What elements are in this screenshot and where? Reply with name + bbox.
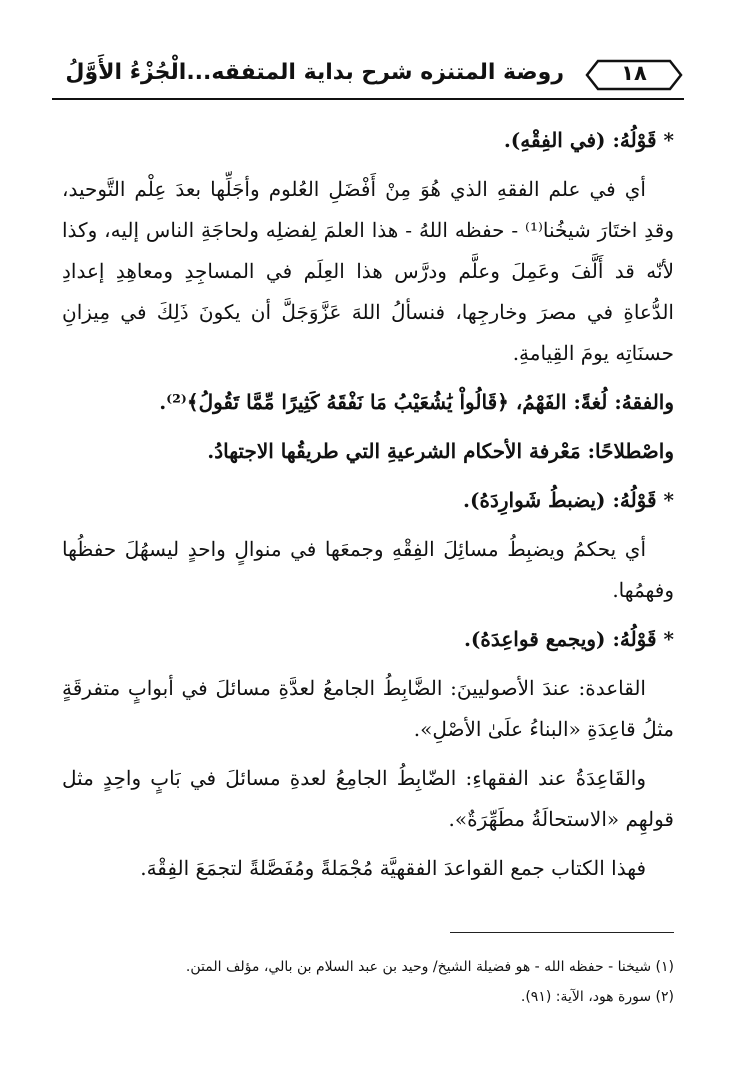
paragraph-1: أي في علم الفقهِ الذي هُوَ مِنْ أَفْضَلِ العُلوم وأجَلِّها بعدَ عِلْم التَّوحيد، وقدِ اختَارَ شيخُنا⁽¹⁾ - حفظه اللهُ - هذا العلمَ لِفضلِه ولحاجَةِ الناس إليه، وكذا لأنّه قد أَلَّفَ وعَمِلَ وعلَّم ودرَّس هذا العِلَم في المساجِدِ ومعاهِدِ إعدادِ الدُّعاةِ في مصرَ وخارجِها، فنسألُ اللهَ عَزَّوَجَلَّ أن يكونَ ذَلِكَ في مِيزانِ حسنَاتِه يومَ القِيامةِ. xyxy=(62,177,674,365)
footnote-divider xyxy=(450,932,674,933)
paragraph-7: فهذا الكتاب جمع القواعدَ الفقهيَّة مُجْمَلةً ومُفَصَّلةً لتجمَعَ الفِقْهَ. xyxy=(140,856,646,880)
page-number: ١٨ xyxy=(621,61,647,85)
paragraph-4: أي يحكمُ ويضبِطُ مسائِلَ الفِقْهِ وجمعَها في منوالٍ واحدٍ ليسهُلَ حفظُها وفهمُها. xyxy=(62,537,674,602)
quote-heading-1: * قَوْلُهُ: (في الفِقْهِ). xyxy=(503,128,674,152)
main-text xyxy=(62,120,674,897)
paragraph-6: والقَاعِدَةُ عند الفقهاءِ: الضّابِطُ الجامِعُ لعدةِ مسائلَ في بَابٍ واحِدٍ مثل قولهِم «الاستحالَةُ مطَهِّرَةٌ». xyxy=(62,766,674,831)
quote-heading-2: * قَوْلُهُ: (يضبطُ شَوارِدَهُ). xyxy=(463,488,674,512)
quote-heading-3: * قَوْلُهُ: (ويجمع قواعِدَهُ). xyxy=(463,627,674,651)
paragraph-2: والفقهُ: لُغةً: الفَهْمُ، ﴿قَالُواْ يَٰشُعَيْبُ مَا نَفْقَهُ كَثِيرًا مِّمَّا تَقُولُ﴾⁽²⁾. xyxy=(159,390,674,414)
footnote-2: (٢) سورة هود، الآية: (٩١). xyxy=(520,989,674,1005)
page-number-badge xyxy=(584,58,684,92)
footnotes xyxy=(62,952,674,1012)
footnote-1: (١) شيخنا - حفظه الله - هو فضيلة الشيخ/ وحيد بن عبد السلام بن بالي، مؤلف المتن. xyxy=(185,959,674,975)
running-title: روضة المتنزه شرح بداية المتفقه...الْجُزْءُ الأَوَّلُ xyxy=(65,60,564,85)
header-rule xyxy=(52,98,684,100)
paragraph-3: واصْطلاحًا: مَعْرفة الأحكام الشرعيةِ التي طريقُها الاجتهادُ. xyxy=(207,439,674,463)
page-header xyxy=(52,58,684,102)
paragraph-5: القاعدة: عندَ الأصوليينَ: الضَّابِطُ الجامعُ لعدَّةِ مسائلَ في أبوابٍ متفرقَةٍ مثلُ قاعِدَةِ «البناءُ علَىٰ الأصْلِ». xyxy=(62,676,674,741)
